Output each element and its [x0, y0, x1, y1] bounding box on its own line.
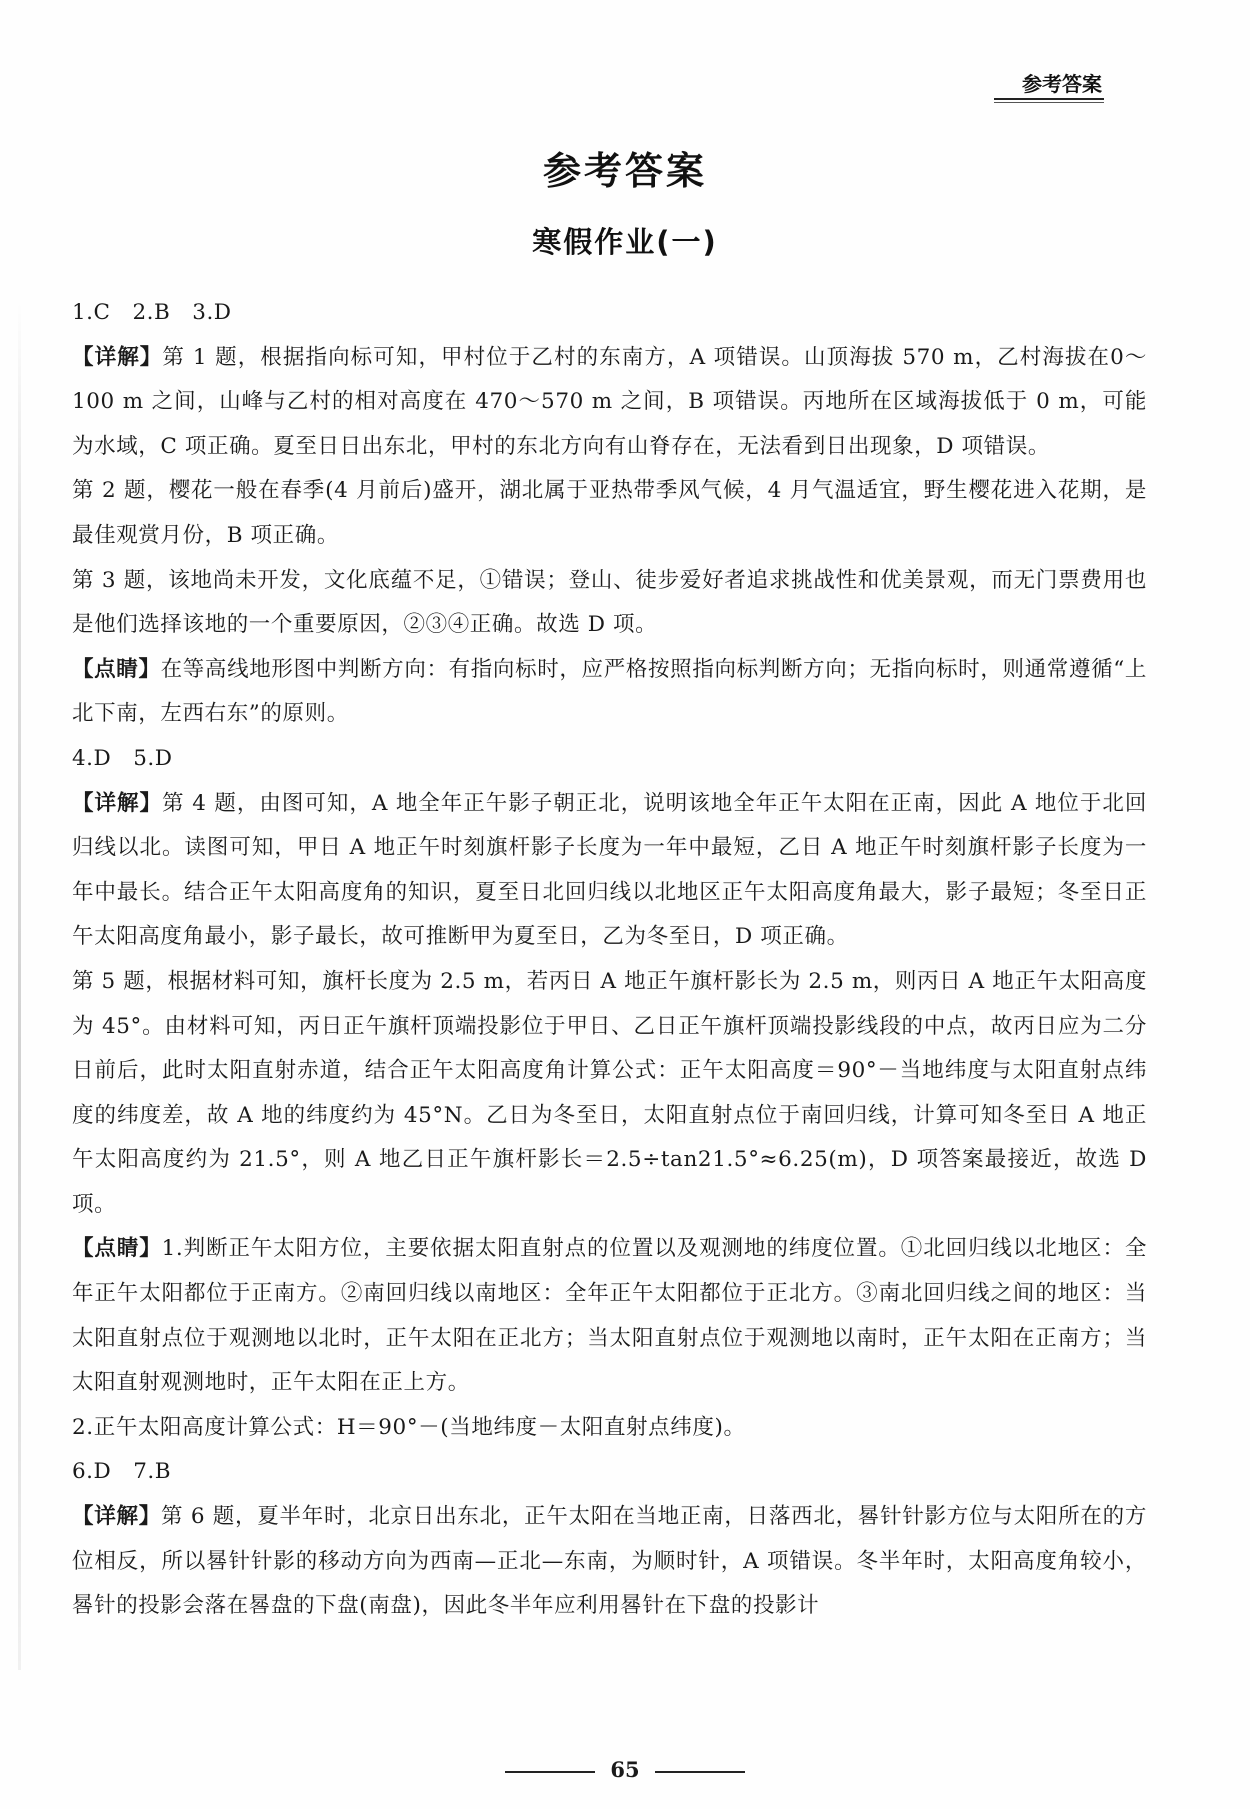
label-tip: 【点睛】 [72, 1236, 162, 1262]
label-detail: 【详解】 [72, 344, 163, 370]
answer-content [72, 291, 1147, 1629]
answer-line: 6.D 7.B [72, 1459, 172, 1485]
label-tip: 【点睛】 [72, 656, 161, 682]
footer-ornament-right [655, 1771, 745, 1773]
page-title: 参考答案 [542, 149, 707, 193]
answer-line: 1.C 2.B 3.D [72, 300, 232, 325]
explanation-paragraph: 【详解】第 1 题，根据指向标可知，甲村位于乙村的东南方，A 项错误。山顶海拔 570 m，乙村海拔在0～100 m 之间，山峰与乙村的相对高度在 470～570 m 之间，B 项错误。丙地所在区域海拔低于 0 m，可能为水域，C 项正确。夏至日日出东北，甲村的东北方向有山脊存在，无法看到日出现象，D 项错误。 [72, 344, 1148, 459]
explanation-paragraph: 第 5 题，根据材料可知，旗杆长度为 2.5 m，若丙日 A 地正午旗杆影长为 2.5 m，则丙日 A 地正午太阳高度为 45°。由材料可知，丙日正午旗杆顶端投影位于甲日、乙日正午旗杆顶端投影线段的中点，故丙日应为二分日前后，此时太阳直射赤道，结合正午太阳高度角计算公式：正午太阳高度＝90°－当地纬度与太阳直射点纬度的纬度差，故 A 地的纬度约为 45°N。乙日为冬至日，太阳直射点位于南回归线，计算可知冬至日 A 地正午太阳高度约为 21.5°，则 A 地乙日正午旗杆影长＝2.5÷tan21.5°≈6.25(m)，D 项答案最接近，故选 D 项。 [72, 968, 1147, 1217]
scan-edge-shadow [18, 300, 21, 1670]
formula-paragraph: 2.正午太阳高度计算公式：H＝90°－(当地纬度－太阳直射点纬度)。 [72, 1414, 746, 1440]
explanation-paragraph: 【详解】第 4 题，由图可知，A 地全年正午影子朝正北，说明该地全年正午太阳在正南，因此 A 地位于北回归线以北。读图可知，甲日 A 地正午时刻旗杆影子长度为一年中最短，乙日 A 地正午时刻旗杆影子长度为一年中最长。结合正午太阳高度角的知识，夏至日北回归线以北地区正午太阳高度角最大，影子最短；冬至日正午太阳高度角最小，影子最长，故可推断甲为夏至日，乙为冬至日，D 项正确。 [72, 790, 1147, 950]
tip-paragraph: 【点睛】1.判断正午太阳方位，主要依据太阳直射点的位置以及观测地的纬度位置。①北回归线以北地区：全年正午太阳都位于正南方。②南回归线以南地区：全年正午太阳都位于正北方。③南北回归线之间的地区：当太阳直射点位于观测地以北时，正午太阳在正北方；当太阳直射点位于观测地以南时，正午太阳在正南方；当太阳直射观测地时，正午太阳在正上方。 [72, 1236, 1147, 1396]
section-title: 寒假作业(一) [532, 225, 718, 259]
tip-paragraph: 【点睛】在等高线地形图中判断方向：有指向标时，应严格按照指向标判断方向；无指向标时，则通常遵循“上北下南，左西右东”的原则。 [72, 656, 1147, 727]
page-footer [0, 1757, 1250, 1782]
running-header: 参考答案 [1022, 72, 1102, 96]
explanation-paragraph: 【详解】第 6 题，夏半年时，北京日出东北，正午太阳在当地正南，日落西北，晷针针影方位与太阳所在的方位相反，所以晷针针影的移动方向为西南—正北—东南，为顺时针，A 项错误。冬半年时，太阳高度角较小，晷针的投影会落在晷盘的下盘(南盘)，因此冬半年应利用晷针在下盘的投影计 [72, 1504, 1147, 1619]
explanation-paragraph: 第 3 题，该地尚未开发，文化底蕴不足，①错误；登山、徒步爱好者追求挑战性和优美景观，而无门票费用也是他们选择该地的一个重要原因，②③④正确。故选 D 项。 [72, 567, 1147, 638]
label-detail: 【详解】 [72, 790, 162, 816]
header-rule [994, 98, 1104, 100]
answer-line: 4.D 5.D [72, 745, 173, 771]
header-rule-thin [994, 102, 1104, 103]
footer-ornament-left [505, 1771, 595, 1773]
label-detail: 【详解】 [72, 1504, 161, 1530]
page-number: 65 [610, 1757, 640, 1782]
explanation-paragraph: 第 2 题，樱花一般在春季(4 月前后)盛开，湖北属于亚热带季风气候，4 月气温适宜，野生樱花进入花期，是最佳观赏月份，B 项正确。 [72, 478, 1147, 548]
